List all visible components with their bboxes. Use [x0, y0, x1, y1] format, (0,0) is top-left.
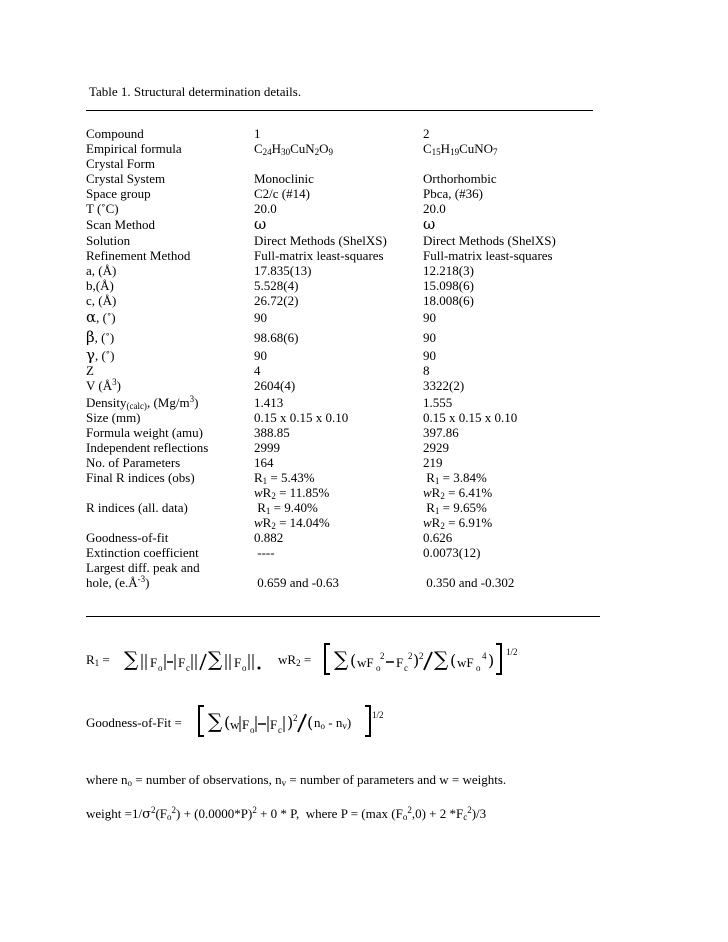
table-cell: C2/c (#14)	[254, 186, 310, 201]
row-label: Space group	[86, 186, 151, 201]
svg-text:wF: wF	[457, 655, 474, 670]
divide-icon	[298, 714, 306, 732]
row-label: a, (Å)	[86, 263, 117, 278]
table-cell: ω	[254, 215, 267, 233]
sum-icon: ∑	[208, 709, 223, 733]
table-cell: $wR_2 = 14.04\%$	[254, 515, 330, 531]
gof-close-paren: )	[346, 715, 352, 730]
gof-minus-n: - n	[325, 715, 343, 730]
table-caption: Table 1. Structural determination details.	[89, 84, 302, 99]
table-cell: 0.15 x 0.15 x 0.10	[423, 410, 518, 425]
row-label: T (˚C)	[86, 201, 119, 216]
table-cell: 26.72(2)	[254, 293, 299, 308]
table-cell: 2999	[254, 440, 280, 455]
table-cell: 90	[254, 348, 267, 363]
table-cell: $wR_2 = 6.41\%$	[423, 485, 493, 501]
gof-exponent: 1/2	[372, 710, 384, 720]
table-cell: 18.008(6)	[423, 293, 474, 308]
row-label: Size (mm)	[86, 410, 141, 425]
table-cell: 0.882	[254, 530, 284, 545]
row-label: R indices (all. data)	[86, 500, 188, 515]
table-cell: ----	[254, 545, 275, 560]
table-cell: 3322(2)	[423, 378, 465, 393]
table-cell: 90	[423, 310, 436, 325]
svg-text:o: o	[242, 663, 247, 673]
table-cell: 90	[423, 348, 436, 363]
row-label: hole, $(e.Å^{-3})$	[86, 574, 150, 590]
svg-text:o: o	[376, 663, 381, 673]
svg-text:): )	[413, 651, 420, 670]
row-label: Crystal System	[86, 171, 166, 186]
row-label: α, (˚)	[86, 308, 116, 326]
svg-text:F: F	[234, 655, 242, 670]
svg-text:c: c	[186, 663, 190, 673]
row-label: Independent reflections	[86, 440, 209, 455]
svg-text:F: F	[242, 717, 250, 732]
svg-text:F: F	[396, 655, 404, 670]
r1-equals: =	[99, 652, 110, 667]
r1-symbol: R	[86, 652, 95, 667]
table-cell: 20.0	[423, 201, 446, 216]
svg-text:o: o	[158, 663, 163, 673]
sum-icon: ∑	[334, 647, 349, 671]
table-cell: $C_{15}H_{19}CuNO_7$	[423, 141, 498, 157]
table-header-cell: 2	[423, 126, 430, 141]
table-cell: 0.15 x 0.15 x 0.10	[254, 410, 349, 425]
table-cell: 4	[254, 363, 261, 378]
table-cell: Direct Methods (ShelXS)	[423, 233, 556, 248]
top-rule	[86, 110, 593, 111]
table-cell: 5.528(4)	[254, 278, 299, 293]
svg-text:wF: wF	[357, 655, 374, 670]
sum-icon: ∑	[434, 647, 449, 671]
table-cell: 0.0073(12)	[423, 545, 481, 560]
gof-n-sub-o: o	[320, 721, 325, 731]
table-cell: $R_1 = 5.43\%$	[254, 470, 315, 486]
svg-text:F: F	[178, 655, 186, 670]
row-label: Formula weight (amu)	[86, 425, 203, 440]
gof-n-sub-v: v	[342, 721, 347, 731]
row-label: Extinction coefficient	[86, 545, 199, 560]
table-cell: 388.85	[254, 425, 290, 440]
svg-text:o: o	[250, 725, 255, 735]
svg-text:): )	[488, 651, 495, 670]
row-label: Refinement Method	[86, 248, 191, 263]
right-bracket-icon	[496, 644, 501, 674]
table-cell: 0.350 and -0.302	[423, 575, 515, 590]
row-label: Final R indices (obs)	[86, 470, 195, 485]
table-cell: 1.413	[254, 395, 284, 410]
table-cell: $R_1 = 3.84\%$	[423, 470, 487, 486]
wr2-subscript: 2	[296, 658, 301, 668]
r1-formula	[86, 652, 110, 668]
sum-icon: ∑	[124, 647, 139, 671]
svg-text:4: 4	[482, 651, 487, 661]
svg-text:c: c	[278, 725, 282, 735]
row-label: Goodness-of-fit	[86, 530, 169, 545]
table-cell: ω	[423, 215, 436, 233]
wr2-exponent: 1/2	[506, 647, 518, 657]
row-label: c, (Å)	[86, 293, 117, 308]
table-cell: 2929	[423, 440, 449, 455]
bottom-rule	[86, 616, 600, 617]
wr2-expression-svg	[320, 636, 540, 680]
table-header-cell: Compound	[86, 126, 144, 141]
table-cell: $R_1 = 9.40\%$	[254, 500, 318, 516]
table-cell: 219	[423, 455, 443, 470]
wr2-equals: =	[300, 652, 312, 667]
table-cell: 1.555	[423, 395, 453, 410]
table-cell: Full-matrix least-squares	[254, 248, 384, 263]
table-cell: 0.626	[423, 530, 453, 545]
table-cell: 397.86	[423, 425, 459, 440]
svg-text:(: (	[307, 713, 314, 732]
table-cell: $wR_2 = 6.91\%$	[423, 515, 493, 531]
svg-text:c: c	[404, 663, 408, 673]
table-cell: 8	[423, 363, 430, 378]
right-bracket-icon	[365, 706, 370, 736]
svg-text:(: (	[224, 713, 231, 732]
divide-icon	[200, 654, 206, 670]
row-label: Scan Method	[86, 217, 155, 232]
row-label: Density$_{(calc)}$, $(Mg/m^3)$	[86, 394, 199, 411]
svg-text:F: F	[270, 717, 278, 732]
row-label: No. of Parameters	[86, 455, 181, 470]
table-cell: $C_{24}H_{30}CuN_2O_9$	[254, 141, 334, 157]
r1-expression-svg	[120, 640, 270, 680]
svg-text:2: 2	[408, 651, 413, 661]
svg-text:2: 2	[293, 713, 298, 723]
sum-icon: ∑	[208, 647, 223, 671]
table-cell: 90	[254, 310, 267, 325]
svg-text:2: 2	[419, 651, 424, 661]
table-cell: 15.098(6)	[423, 278, 474, 293]
row-label: Empirical formula	[86, 141, 182, 156]
table-cell: 12.218(3)	[423, 263, 474, 278]
table-cell: 90	[423, 330, 436, 345]
row-label: Z	[86, 363, 94, 378]
row-label: V $(Å^3)$	[86, 377, 121, 393]
table-cell: 20.0	[254, 201, 277, 216]
wr2-formula	[278, 652, 311, 668]
svg-text:(: (	[450, 651, 457, 670]
table-header-cell: 1	[254, 126, 261, 141]
gof-label: Goodness-of-Fit =	[86, 715, 182, 730]
row-label: γ, (˚)	[86, 346, 115, 364]
gof-n: n	[314, 715, 321, 730]
table-cell: 98.68(6)	[254, 330, 299, 345]
row-label: Crystal Form	[86, 156, 155, 171]
svg-text:o: o	[476, 663, 481, 673]
row-label: b,(Å)	[86, 278, 114, 293]
weight-note: weight $=1/\sigma^2(F_o^2) + (0.0000*P)^2 + 0 * P$, where P = (max $(F_o^2,0) + 2$ $*F_c^2)/3$	[86, 805, 487, 822]
row-label: Solution	[86, 233, 131, 248]
gof-denominator	[314, 715, 351, 731]
table-cell: Orthorhombic	[423, 171, 497, 186]
table-cell: $R_1 = 9.65\%$	[423, 500, 487, 516]
row-label: Largest diff. peak and	[86, 560, 200, 575]
row-label: β, (˚)	[86, 328, 115, 346]
svg-text:2: 2	[380, 651, 385, 661]
svg-text:(: (	[350, 651, 357, 670]
table-cell: Full-matrix least-squares	[423, 248, 553, 263]
table-cell: 17.835(13)	[254, 263, 312, 278]
left-bracket-icon	[199, 706, 204, 736]
svg-text:F: F	[150, 655, 158, 670]
table-cell: Monoclinic	[254, 171, 314, 186]
svg-text:w: w	[230, 717, 240, 732]
table-cell: Pbca, (#36)	[423, 186, 483, 201]
table-cell: 2604(4)	[254, 378, 296, 393]
definitions-note: where $n_o$ = number of observations, $n_v$ = number of parameters and w = weights.	[86, 772, 507, 788]
table-cell: Direct Methods (ShelXS)	[254, 233, 387, 248]
table-cell: 0.659 and -0.63	[254, 575, 339, 590]
left-bracket-icon	[325, 644, 330, 674]
table-cell: 164	[254, 455, 274, 470]
wr2-symbol: wR	[278, 652, 297, 667]
table-cell: $wR_2 = 11.85\%$	[254, 485, 330, 501]
r1-subscript: 1	[94, 658, 100, 668]
svg-text:): )	[287, 713, 294, 732]
divide-icon	[424, 652, 432, 670]
